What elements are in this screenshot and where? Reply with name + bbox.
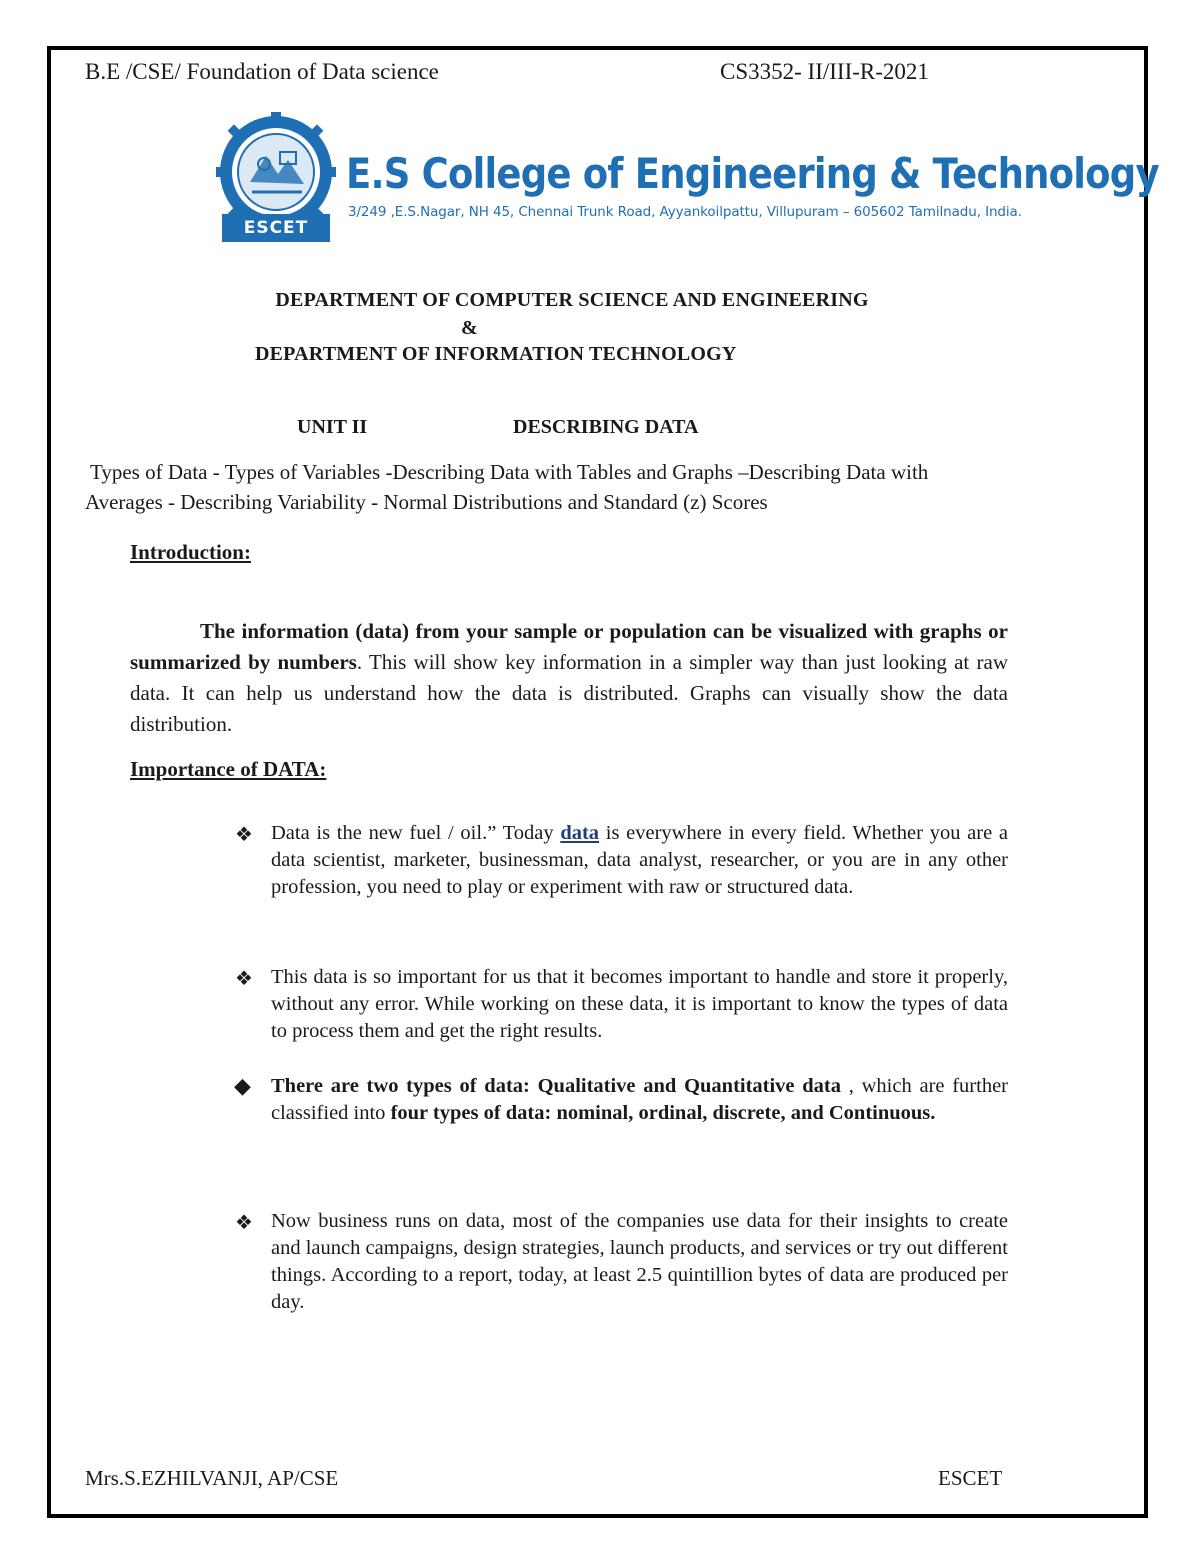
bullet-2: This data is so important for us that it becomes important to handle and store it properly, without any error. While working on these data, it is important to know the types of data to process them and get the right results. [271, 966, 1008, 1042]
header-course: B.E /CSE/ Foundation of Data science [85, 59, 439, 84]
bullet-1 [271, 820, 1008, 901]
college-name: E.S College of Engineering & Technology [346, 150, 1159, 199]
bullet-star-icon: ❖ [235, 968, 253, 990]
bullet-4: Now business runs on data, most of the companies use data for their insights to create and launch campaigns, design strategies, launch products, and services or try out different things. According to a report, today, at least 2.5 quintillion bytes of data are produced per day. [271, 1210, 1008, 1313]
data-link[interactable]: data [560, 822, 600, 844]
bullet-3-bold-a: There are two types of data: Qualitative and Quantitative data [271, 1075, 842, 1097]
header-code: CS3352- II/III-R-2021 [720, 59, 929, 84]
bullet-3-text: , which are further classified into [271, 1075, 1009, 1124]
syllabus-line-1: Types of Data - Types of Variables -Describing Data with Tables and Graphs –Describing Data with [90, 460, 929, 484]
unit-title: DESCRIBING DATA [513, 416, 699, 438]
importance-heading: Importance of DATA: [130, 757, 327, 781]
bullet-1-text-b: is everywhere in every field. Whether you are a data scientist, marketer, businessman, data analyst, researcher, or you are in any other profession, you need to play or experiment with raw or structured data. [271, 822, 1009, 898]
unit-label: UNIT II [297, 416, 368, 438]
emblem-badge: ESCET [243, 218, 309, 238]
syllabus-line-2: Averages - Describing Variability - Normal Distributions and Standard (z) Scores [85, 490, 768, 514]
bullet-3 [271, 1073, 1008, 1127]
footer-author: Mrs.S.EZHILVANJI, AP/CSE [85, 1466, 339, 1490]
introduction-bold: The information (data) from your sample or population can be visualized with graphs or summarized by numbers [130, 619, 1008, 674]
footer-institution: ESCET [938, 1466, 1003, 1490]
college-address: 3/249 ,E.S.Nagar, NH 45, Chennai Trunk Road, Ayyankoilpattu, Villupuram – 605602 Tamilnadu, India. [348, 204, 1022, 220]
introduction-rest: . This will show key information in a simpler way than just looking at raw data. It can help us understand how the data is distributed. Graphs can visually show the data distribution. [130, 650, 1008, 736]
bullet-star-icon: ❖ [235, 824, 253, 846]
introduction-heading: Introduction: [130, 540, 251, 564]
dept-cse: DEPARTMENT OF COMPUTER SCIENCE AND ENGINEERING [275, 289, 869, 311]
bullet-3-bold-b: four types of data: nominal, ordinal, discrete, and Continuous. [390, 1102, 936, 1124]
bullet-star-icon: ❖ [235, 1212, 253, 1234]
bullet-diamond-icon: ◆ [234, 1073, 251, 1098]
dept-ampersand: & [461, 317, 478, 339]
introduction-paragraph [130, 616, 1008, 740]
dept-it: DEPARTMENT OF INFORMATION TECHNOLOGY [255, 343, 737, 365]
bullet-1-text-a: Data is the new fuel / oil.” Today [271, 822, 561, 844]
